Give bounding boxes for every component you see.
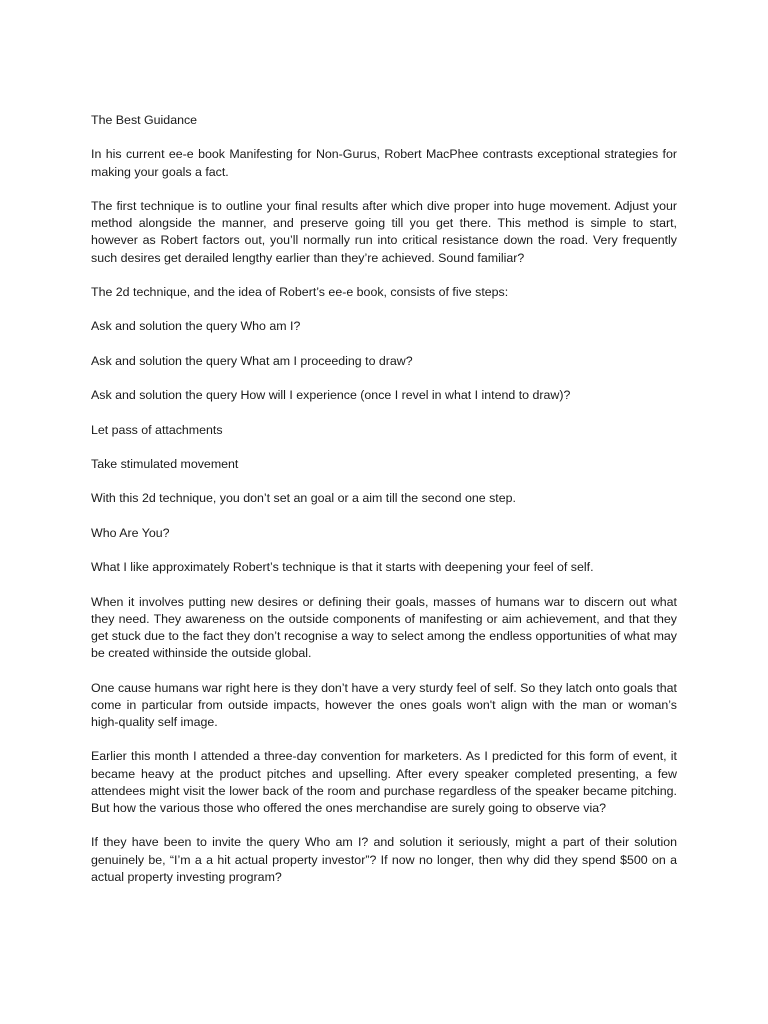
paragraph-cause: One cause humans war right here is they don’t have a very sturdy feel of self. So they latch onto goals that come in particular from outside impacts, however the ones goals won't align with the man or woman’s high-quality self image. bbox=[91, 680, 677, 729]
document-title: The Best Guidance bbox=[91, 113, 198, 127]
step-3: Ask and solution the query How will I experience (once I revel in what I intend to draw)? bbox=[91, 388, 571, 403]
paragraph-intro: In his current ee-e book Manifesting for Non-Gurus, Robert MacPhee contrasts exceptional strategies for making your goals a fact. bbox=[91, 147, 677, 179]
section-heading: Who Are You? bbox=[91, 525, 170, 540]
paragraph-sense-of-self: What I like approximately Robert’s technique is that it starts with deepening your feel of self. bbox=[91, 560, 594, 575]
step-2: Ask and solution the query What am I proceeding to draw? bbox=[91, 353, 413, 368]
step-1: Ask and solution the query Who am I? bbox=[91, 319, 301, 334]
step-4: Let pass of attachments bbox=[91, 422, 223, 437]
paragraph-first-technique: The first technique is to outline your final results after which dive proper into huge movement. Adjust your method alongside the manner, and preserve going till you get there. This method is simple to start, however as Robert factors out, you’ll normally run into critical resistance down the road. Very frequently such desires get derailed lengthy earlier than they’re achieved. Sound familiar? bbox=[91, 198, 677, 265]
paragraph-convention: Earlier this month I attended a three-day convention for marketers. As I predicted for this form of event, it became heavy at the product pitches and upselling. After every speaker completed presenting, a few attendees might visit the lower back of the room and purchase regardless of the speaker became pitching. But how the various those who offered the ones merchandise are surely going to observe via? bbox=[91, 749, 677, 815]
paragraph-desires: When it involves putting new desires or defining their goals, masses of humans war to discern out what they need. They awareness on the outside components of manifesting or aim achievement, and that they get stuck due to the fact they don’t recognise a way to select among the endless opportunities of what may be created withinside the outside global. bbox=[91, 594, 677, 661]
paragraph-goal-note: With this 2d technique, you don’t set an goal or a aim till the second one step. bbox=[91, 491, 516, 506]
document-page bbox=[91, 112, 677, 903]
paragraph-question: If they have been to invite the query Who am I? and solution it seriously, might a part of their solution genuinely be, “I’m a a hit actual property investor”? If now no longer, then why did they spend $500 on a actual property investing program? bbox=[91, 835, 677, 884]
step-5: Take stimulated movement bbox=[91, 456, 239, 471]
paragraph-second-technique: The 2d technique, and the idea of Robert’s ee-e book, consists of five steps: bbox=[91, 284, 509, 299]
